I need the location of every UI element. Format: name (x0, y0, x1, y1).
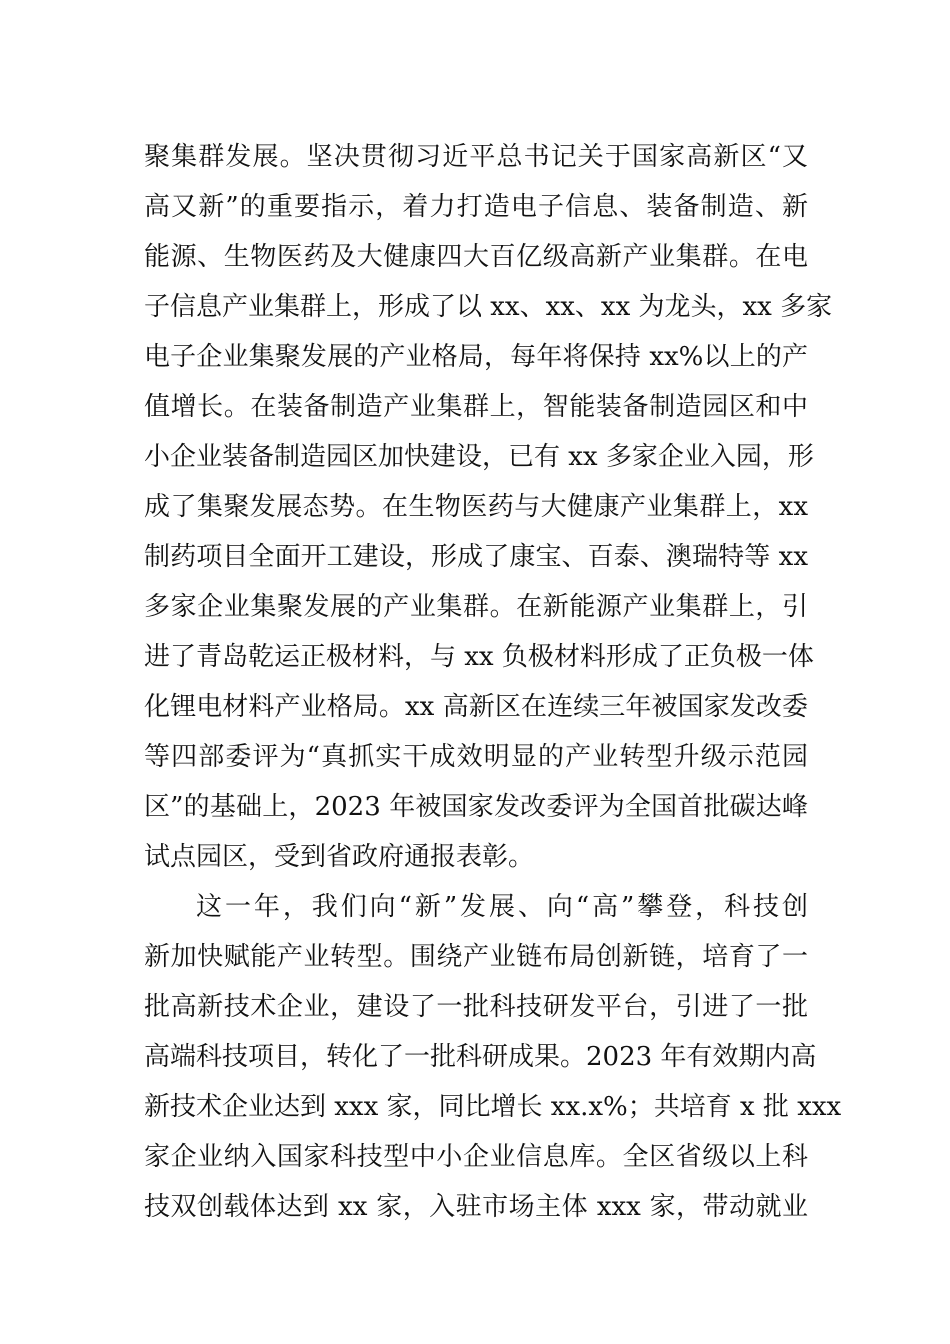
paragraph-2 (144, 882, 842, 1232)
text-line: 小企业装备制造园区加快建设，已有 xx 多家企业入园，形 (144, 442, 814, 472)
text-line: 电子企业集聚发展的产业格局，每年将保持 xx%以上的产 (144, 342, 808, 372)
text-line: 子信息产业集群上，形成了以 xx、xx、xx 为龙头，xx 多家 (144, 292, 833, 322)
text-line: 聚集群发展。坚决贯彻习近平总书记关于国家高新区“又 (144, 142, 808, 172)
text-line: 区”的基础上，2023 年被国家发改委评为全国首批碳达峰 (144, 792, 808, 822)
text-line: 值增长。在装备制造产业集群上，智能装备制造园区和中 (144, 392, 808, 422)
text-line: 能源、生物医药及大健康四大百亿级高新产业集群。在电 (144, 242, 808, 272)
text-line: 这一年，我们向“新”发展、向“高”攀登，科技创 (196, 892, 808, 922)
text-line: 新技术企业达到 xxx 家，同比增长 xx.x%；共培育 x 批 xxx (144, 1092, 842, 1122)
text-line: 高端科技项目，转化了一批科研成果。2023 年有效期内高 (144, 1042, 817, 1072)
text-line: 多家企业集聚发展的产业集群。在新能源产业集群上，引 (144, 592, 808, 622)
text-line: 制药项目全面开工建设，形成了康宝、百泰、澳瑞特等 xx (144, 542, 808, 572)
text-line: 进了青岛乾运正极材料，与 xx 负极材料形成了正负极一体 (144, 642, 814, 672)
text-line: 化锂电材料产业格局。xx 高新区在连续三年被国家发改委 (144, 692, 808, 722)
text-line: 高又新”的重要指示，着力打造电子信息、装备制造、新 (144, 192, 808, 222)
text-line: 批高新技术企业，建设了一批科技研发平台，引进了一批 (144, 992, 808, 1022)
text-line: 新加快赋能产业转型。围绕产业链布局创新链，培育了一 (144, 942, 808, 972)
paragraph-1 (144, 132, 833, 882)
text-line: 成了集聚发展态势。在生物医药与大健康产业集群上，xx (144, 492, 808, 522)
text-line: 等四部委评为“真抓实干成效明显的产业转型升级示范园 (144, 742, 808, 772)
body-text (144, 132, 842, 1232)
text-line: 技双创载体达到 xx 家，入驻市场主体 xxx 家，带动就业 (144, 1192, 808, 1222)
text-line: 家企业纳入国家科技型中小企业信息库。全区省级以上科 (144, 1142, 808, 1172)
text-line: 试点园区，受到省政府通报表彰。 (144, 842, 535, 872)
